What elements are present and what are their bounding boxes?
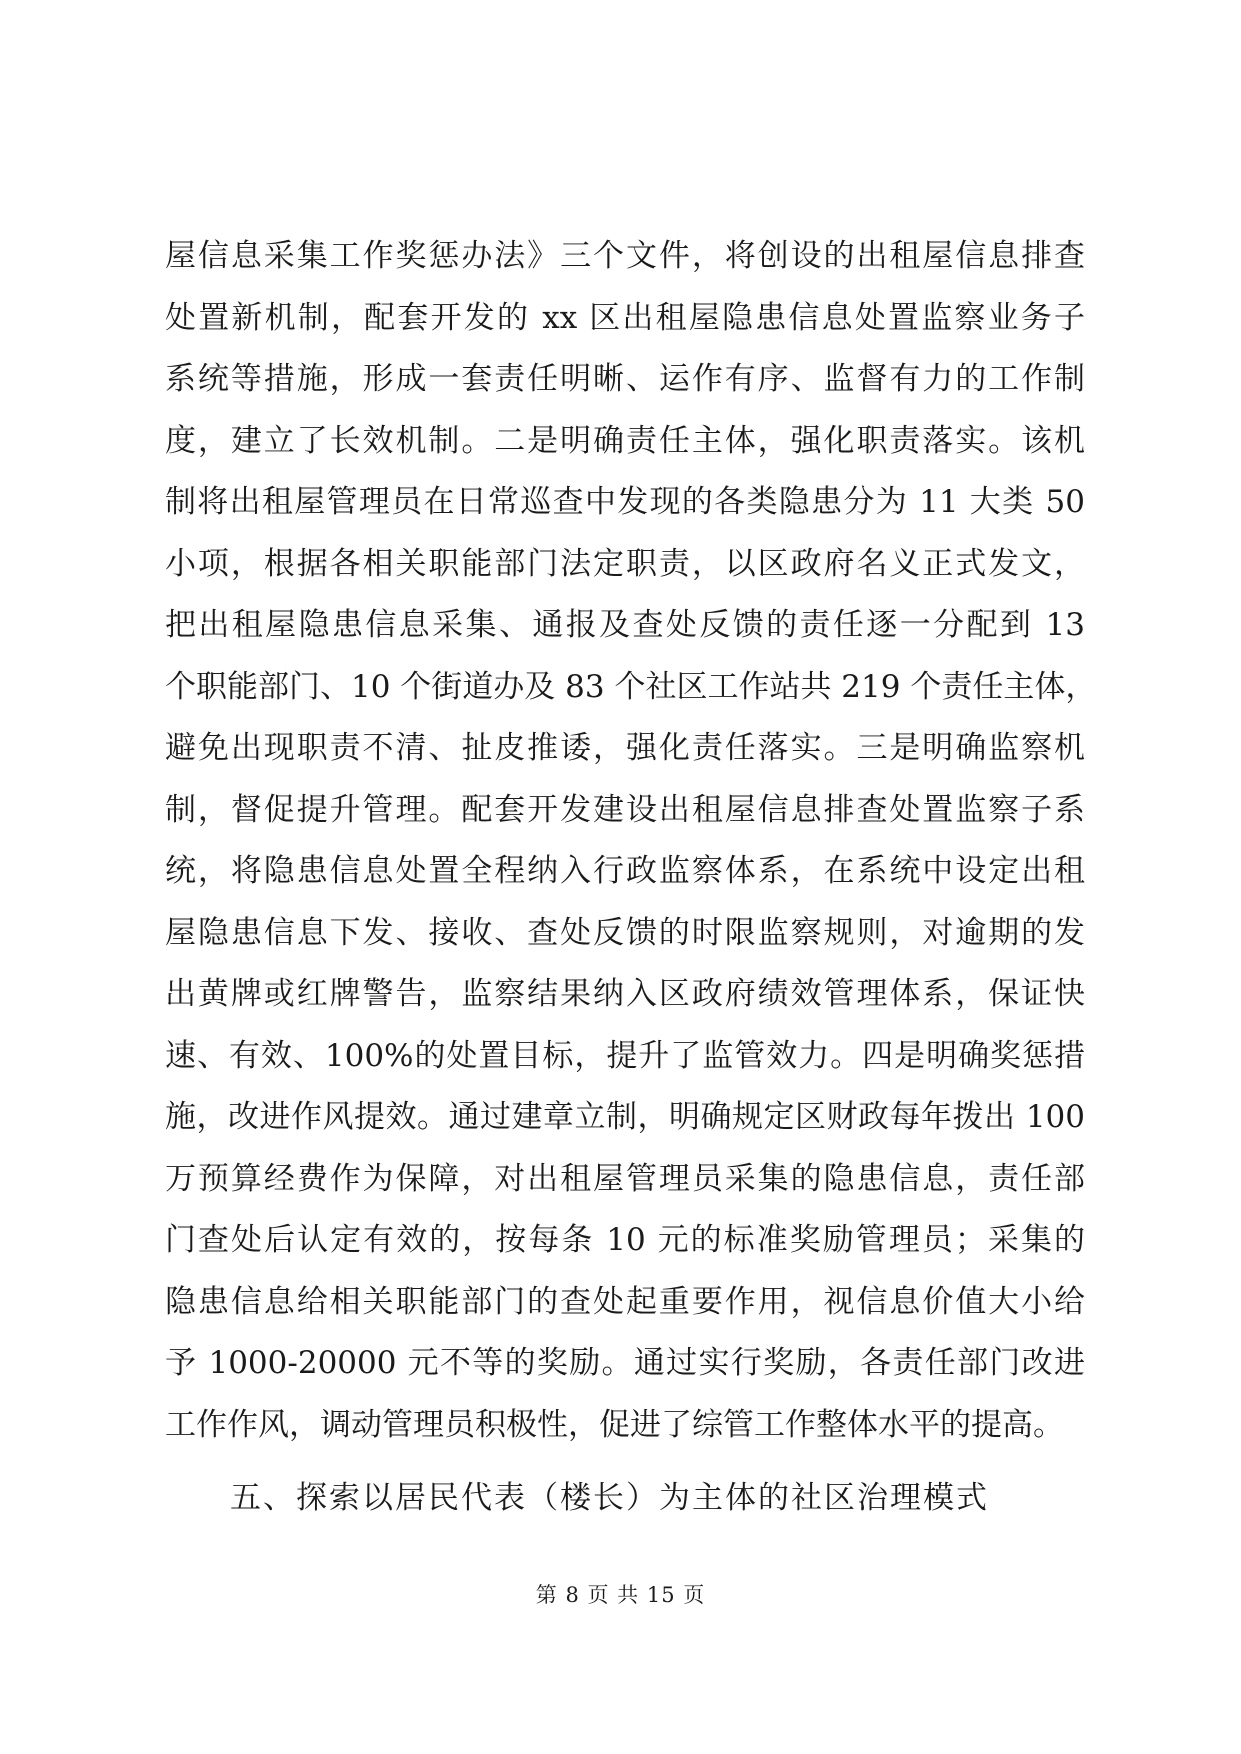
text-line: 统，将隐患信息处置全程纳入行政监察体系，在系统中设定出租 [165, 853, 1085, 889]
text-line: 工作作风，调动管理员积极性，促进了综管工作整体水平的提高。 [165, 1406, 1064, 1443]
text-line: 屋隐患信息下发、接收、查处反馈的时限监察规则，对逾期的发 [165, 914, 1085, 951]
text-line: 制将出租屋管理员在日常巡查中发现的各类隐患分为 11 大类 50 [165, 484, 1085, 520]
text-line: 制，督促提升管理。配套开发建设出租屋信息排查处置监察子系 [165, 791, 1085, 828]
section-heading: 五、探索以居民代表（楼长）为主体的社区治理模式 [230, 1480, 989, 1516]
text-line: 把出租屋隐患信息采集、通报及查处反馈的责任逐一分配到 13 [165, 607, 1085, 643]
text-line: 避免出现职责不清、扯皮推诿，强化责任落实。三是明确监察机 [165, 730, 1085, 766]
text-line: 屋信息采集工作奖惩办法》三个文件，将创设的出租屋信息排查 [165, 238, 1085, 274]
text-line: 系统等措施，形成一套责任明晰、运作有序、监督有力的工作制 [165, 361, 1085, 397]
body-paragraph [165, 226, 1097, 1456]
text-line: 门查处后认定有效的，按每条 10 元的标准奖励管理员；采集的 [165, 1222, 1085, 1258]
text-line: 度，建立了长效机制。二是明确责任主体，强化职责落实。该机 [165, 422, 1085, 459]
text-line: 个职能部门、10 个街道办及 83 个社区工作站共 219 个责任主体， [165, 668, 1097, 705]
text-line: 予 1000-20000 元不等的奖励。通过实行奖励，各责任部门改进 [165, 1345, 1085, 1381]
page-footer: 第 8 页 共 15 页 [535, 1583, 706, 1607]
text-line: 隐患信息给相关职能部门的查处起重要作用，视信息价值大小给 [165, 1283, 1085, 1320]
text-line: 处置新机制，配套开发的 xx 区出租屋隐患信息处置监察业务子 [165, 299, 1085, 336]
text-line: 万预算经费作为保障，对出租屋管理员采集的隐患信息，责任部 [165, 1160, 1085, 1197]
text-line: 小项，根据各相关职能部门法定职责，以区政府名义正式发文， [165, 545, 1085, 582]
text-line: 速、有效、100%的处置目标，提升了监管效力。四是明确奖惩措 [165, 1037, 1085, 1074]
text-line: 出黄牌或红牌警告，监察结果纳入区政府绩效管理体系，保证快 [165, 976, 1085, 1012]
text-line: 施，改进作风提效。通过建章立制，明确规定区财政每年拨出 100 [165, 1099, 1085, 1135]
